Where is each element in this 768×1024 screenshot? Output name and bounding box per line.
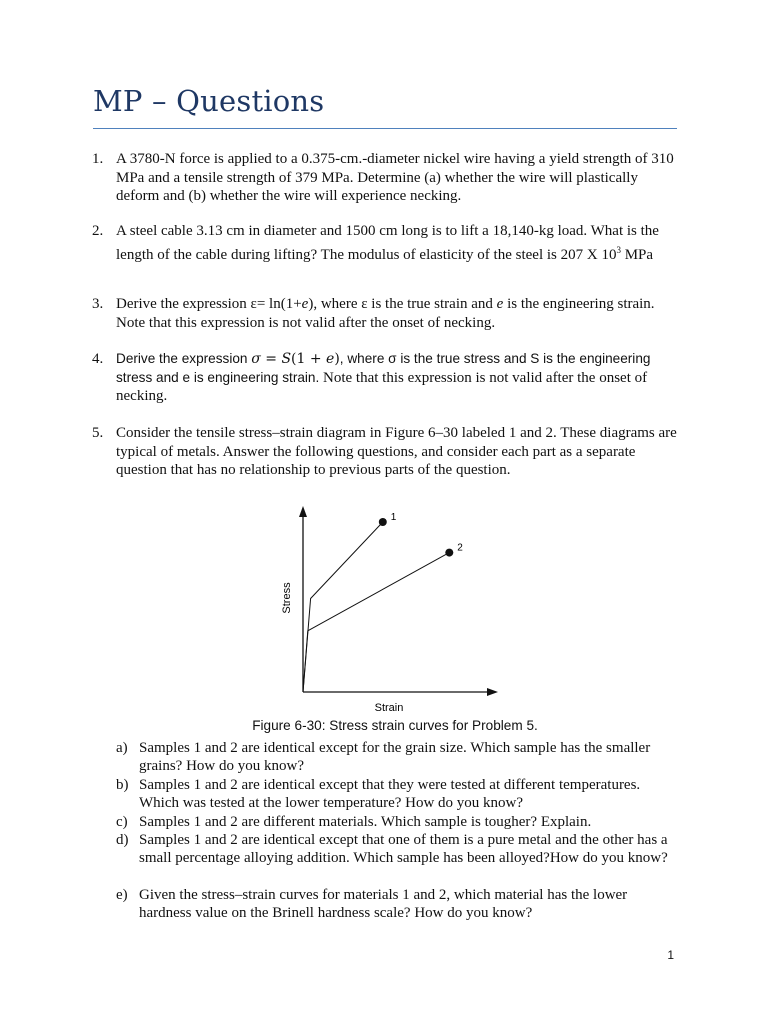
- math-e: e: [326, 351, 335, 367]
- question-text: [116, 295, 682, 332]
- question-text: [116, 222, 682, 264]
- question-1: [92, 150, 682, 206]
- subquestion-d: [116, 831, 676, 867]
- question-text-part: A steel cable 3.13 cm in diameter and 1500 cm long is to lift a 18,140-kg load. What is the length of the cable during lifting? The modulus of elasticity of the steel is 207 X 10: [116, 223, 659, 263]
- question-2: [92, 222, 682, 264]
- subquestion-e: [116, 886, 676, 922]
- question-number: 3.: [92, 296, 104, 312]
- subquestion-text: Given the stress–strain curves for materials 1 and 2, which material has the lower hardness value on the Brinell hardness scale? How do you know?: [139, 887, 628, 922]
- curve-2-endpoint: [445, 549, 453, 557]
- subquestion-text: Samples 1 and 2 are different materials. Which sample is tougher? Explain.: [139, 814, 592, 830]
- question-text-part: is the engineering strain. Note that this expression is not valid after the onset of necking.: [116, 296, 655, 331]
- subquestion-text: Samples 1 and 2 are identical except that they were tested at different temperatures. Which was tested at the lower temperature? How do you know?: [139, 777, 641, 812]
- superscript: 3: [616, 244, 621, 255]
- page-title: MP – Questions: [93, 84, 325, 118]
- subquestion-label: e): [116, 887, 128, 903]
- curve-1: [303, 522, 383, 692]
- math-paren: ): [334, 351, 340, 367]
- equation: [251, 351, 340, 367]
- subquestion-a: [116, 739, 676, 775]
- subquestion-text: Samples 1 and 2 are identical except that one of them is a pure metal and the other has a small percentage alloying addition. Which sample has been alloyed?How do you know?: [139, 832, 668, 867]
- question-text-part: Note that this expression is not valid after the onset of necking.: [116, 369, 648, 405]
- y-axis-label: Stress: [281, 582, 293, 614]
- question-text-part: , where σ is the true stress and S is the engineering stress and e is engineering strain.: [116, 351, 651, 385]
- math-equals: =: [260, 351, 282, 367]
- subquestion-label: c): [116, 814, 128, 830]
- question-5: [92, 424, 682, 480]
- subquestion-b: [116, 776, 676, 812]
- question-text-part: MPa: [620, 246, 654, 263]
- x-axis-label: Strain: [374, 702, 404, 714]
- subquestion-label: a): [116, 740, 128, 756]
- curve-1-endpoint: [379, 518, 387, 526]
- question-text: [116, 350, 682, 406]
- question-text-part: Derive the expression ε= ln(1+: [116, 296, 302, 312]
- stress-strain-figure: [272, 502, 502, 716]
- subquestion-c: [116, 813, 676, 831]
- question-text: A 3780-N force is applied to a 0.375-cm.-diameter nickel wire having a yield strength of 310 MPa and a tensile strength of 379 MPa. Determine (a) whether the wire will plastically deform and (b) whether the wire will experience necking.: [116, 151, 674, 205]
- variable-e: e: [301, 296, 309, 312]
- math-sigma: σ: [251, 351, 261, 367]
- question-number: 4.: [92, 351, 104, 367]
- question-text: Consider the tensile stress–strain diagram in Figure 6–30 labeled 1 and 2. These diagrams are typical of metals. Answer the following questions, and consider each part as a separate question that has no relationship to previous parts of the question.: [116, 425, 677, 479]
- title-divider: [93, 128, 677, 129]
- curve-2-label: 2: [457, 542, 463, 554]
- subquestion-text: Samples 1 and 2 are identical except for the grain size. Which sample has the smaller grains? How do you know?: [139, 740, 651, 775]
- curve-1-label: 1: [390, 512, 397, 523]
- math-paren: (1 +: [291, 351, 327, 367]
- question-number: 1.: [92, 151, 104, 167]
- question-4: [92, 350, 682, 406]
- question-number: 2.: [92, 223, 104, 239]
- curve-2: [303, 553, 449, 692]
- y-axis-arrow: [299, 506, 307, 517]
- page-number: 1: [667, 948, 674, 962]
- figure-caption: Figure 6-30: Stress strain curves for Problem 5.: [252, 718, 538, 733]
- question-number: 5.: [92, 425, 104, 441]
- question-text-part: ), where ε is the true strain and: [308, 296, 497, 312]
- question-text-part: Derive the expression: [116, 351, 248, 366]
- subquestion-label: d): [116, 832, 129, 848]
- subquestion-label: b): [116, 777, 129, 793]
- question-3: [92, 295, 682, 332]
- variable-e: e: [496, 296, 504, 312]
- x-axis-arrow: [487, 688, 498, 696]
- math-S: S: [281, 351, 292, 367]
